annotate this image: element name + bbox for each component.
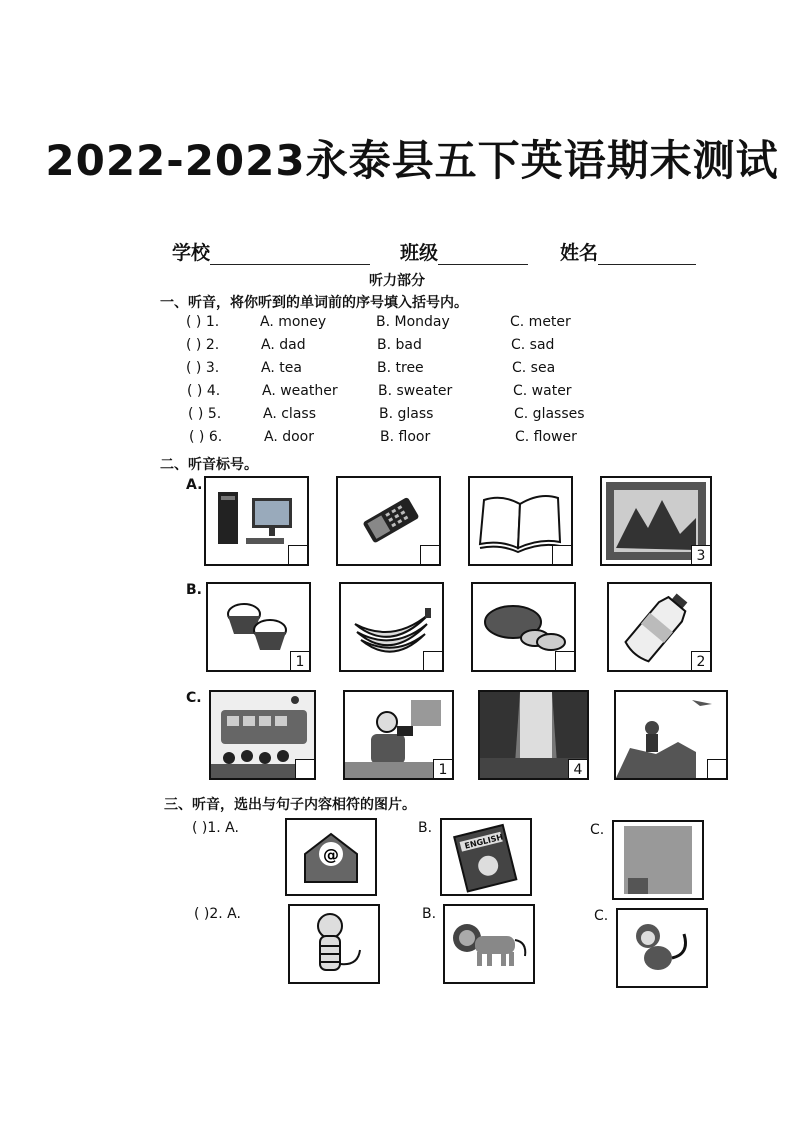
- picture-a4[interactable]: [600, 476, 712, 566]
- answer-box-b4[interactable]: 2: [691, 651, 711, 671]
- option-3-1-b[interactable]: [440, 818, 532, 896]
- answer-box-c2[interactable]: 1: [433, 759, 453, 779]
- s1-item-4-a: A. weather: [262, 383, 338, 399]
- option-3-1-c[interactable]: [612, 820, 704, 900]
- answer-box-a1[interactable]: [288, 545, 308, 565]
- q3-2-b-label: B.: [422, 906, 437, 922]
- building-icon: [614, 822, 702, 898]
- section3-heading: 三、听音，选出与句子内容相符的图片。: [164, 797, 416, 813]
- s1-item-2-b: B. bad: [377, 337, 422, 353]
- s1-item-5-number[interactable]: ( ) 5.: [188, 406, 222, 422]
- s1-item-5-b: B. glass: [379, 406, 434, 422]
- s1-item-4-c: C. water: [513, 383, 572, 399]
- option-3-2-b[interactable]: [443, 904, 535, 984]
- s1-item-6-b: B. floor: [380, 429, 431, 445]
- s1-item-1-b: B. Monday: [376, 314, 450, 330]
- s1-item-1-a: A. money: [260, 314, 327, 330]
- answer-box-a2[interactable]: [420, 545, 440, 565]
- class-blank[interactable]: [438, 244, 528, 265]
- option-3-2-c[interactable]: [616, 908, 708, 988]
- s1-item-6-a: A. door: [264, 429, 315, 445]
- picture-c3[interactable]: [478, 690, 589, 780]
- q3-1-c-label: C.: [590, 822, 605, 838]
- option-3-1-a[interactable]: [285, 818, 377, 896]
- name-blank[interactable]: [598, 244, 696, 265]
- email-icon: [287, 820, 375, 894]
- s1-item-3-number[interactable]: ( ) 3.: [186, 360, 220, 376]
- picture-a3[interactable]: [468, 476, 573, 566]
- answer-box-b3[interactable]: [555, 651, 575, 671]
- s1-item-1-number[interactable]: ( ) 1.: [186, 314, 220, 330]
- s1-item-6-number[interactable]: ( ) 6.: [189, 429, 223, 445]
- s1-item-3-c: C. sea: [512, 360, 556, 376]
- name-field[interactable]: [560, 238, 696, 265]
- s1-item-2-a: A. dad: [261, 337, 306, 353]
- name-label: 姓名: [560, 242, 599, 264]
- s1-item-3-b: B. tree: [377, 360, 424, 376]
- section1-heading: 一、听音，将你听到的单词前的序号填入括号内。: [160, 295, 468, 311]
- s1-item-1-c: C. meter: [510, 314, 571, 330]
- q3-2-c-label: C.: [594, 908, 609, 924]
- q3-1-b-label: B.: [418, 820, 433, 836]
- lion-icon: [445, 906, 533, 982]
- q3-2-number: ( )2. A.: [194, 906, 241, 922]
- option-3-2-a[interactable]: [288, 904, 380, 984]
- english-book-icon: [442, 820, 530, 894]
- answer-box-b2[interactable]: [423, 651, 443, 671]
- class-label: 班级: [400, 242, 439, 264]
- s1-item-4-number[interactable]: ( ) 4.: [187, 383, 221, 399]
- row-c-label: C.: [186, 690, 202, 706]
- book-title-text: ENGLISH: [463, 832, 504, 851]
- s1-item-2-c: C. sad: [511, 337, 555, 353]
- picture-c1[interactable]: [209, 690, 316, 780]
- picture-b1[interactable]: [206, 582, 311, 672]
- answer-box-c4[interactable]: [707, 759, 727, 779]
- q3-1-number: ( )1. A.: [192, 820, 239, 836]
- answer-box-b1[interactable]: 1: [290, 651, 310, 671]
- picture-c2[interactable]: [343, 690, 454, 780]
- answer-box-c3[interactable]: 4: [568, 759, 588, 779]
- picture-a2[interactable]: [336, 476, 441, 566]
- monkey-icon: [618, 910, 706, 986]
- answer-box-c1[interactable]: [295, 759, 315, 779]
- picture-a1[interactable]: [204, 476, 309, 566]
- school-label: 学校: [172, 242, 211, 264]
- s1-item-3-a: A. tea: [261, 360, 302, 376]
- svg-text:@: @: [323, 845, 339, 864]
- picture-b2[interactable]: [339, 582, 444, 672]
- class-field[interactable]: [400, 238, 528, 265]
- row-b-label: B.: [186, 582, 202, 598]
- s1-item-6-c: C. flower: [515, 429, 577, 445]
- s1-item-5-a: A. class: [263, 406, 316, 422]
- section2-heading: 二、听音标号。: [160, 457, 258, 473]
- tiger-icon: [290, 906, 378, 982]
- picture-b3[interactable]: [471, 582, 576, 672]
- answer-box-a4[interactable]: 3: [691, 545, 711, 565]
- s1-item-2-number[interactable]: ( ) 2.: [186, 337, 220, 353]
- row-a-label: A.: [186, 477, 203, 493]
- page-title: 2022-2023永泰县五下英语期末测试: [45, 136, 779, 185]
- s1-item-4-b: B. sweater: [378, 383, 453, 399]
- picture-c4[interactable]: [614, 690, 728, 780]
- listening-heading: 听力部分: [369, 273, 425, 289]
- answer-box-a3[interactable]: [552, 545, 572, 565]
- s1-item-5-c: C. glasses: [514, 406, 585, 422]
- school-blank[interactable]: [210, 244, 370, 265]
- picture-b4[interactable]: [607, 582, 712, 672]
- school-field[interactable]: [172, 238, 370, 265]
